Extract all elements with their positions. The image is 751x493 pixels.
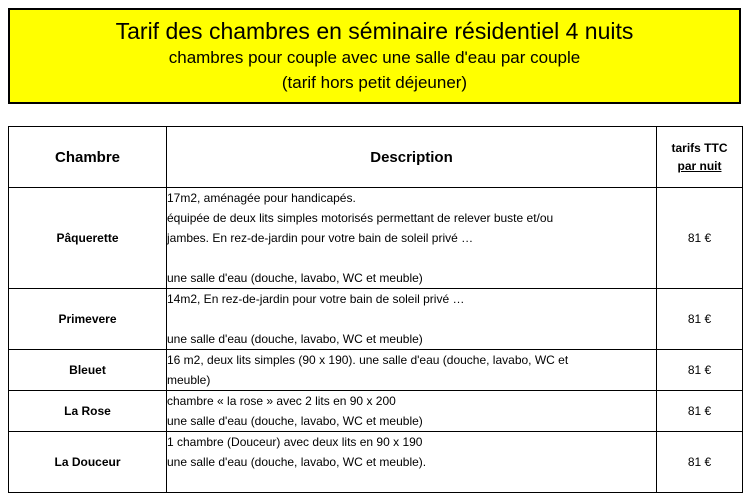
- room-name: Pâquerette: [9, 188, 167, 289]
- pricing-note: (tarif hors petit déjeuner): [281, 73, 468, 92]
- room-description: [167, 350, 657, 391]
- description-line: une salle d'eau (douche, lavabo, WC et meuble): [167, 332, 423, 346]
- header-price-label: tarifs TTC: [671, 141, 728, 155]
- description-line: 17m2, aménagée pour handicapés.: [167, 191, 356, 205]
- description-line: 1 chambre (Douceur) avec deux lits en 90 x 190: [167, 435, 423, 449]
- header-price: [657, 127, 743, 188]
- header-price-unit: par nuit: [677, 159, 722, 173]
- title-banner: [8, 8, 741, 104]
- room-price: 81 €: [657, 350, 743, 391]
- description-line: [167, 309, 656, 329]
- table-row: [9, 289, 743, 350]
- table-row: [9, 350, 743, 391]
- description-line: [167, 248, 656, 268]
- page-subtitle: chambres pour couple avec une salle d'eau par couple: [168, 48, 581, 67]
- room-description: [167, 432, 657, 493]
- room-price: 81 €: [657, 188, 743, 289]
- table-row: [9, 188, 743, 289]
- room-price: 81 €: [657, 432, 743, 493]
- room-description: [167, 391, 657, 432]
- rooms-table: [8, 126, 743, 493]
- description-line: une salle d'eau (douche, lavabo, WC et meuble): [167, 414, 423, 428]
- room-name: Bleuet: [9, 350, 167, 391]
- room-description: [167, 289, 657, 350]
- room-name: Primevere: [9, 289, 167, 350]
- description-line: une salle d'eau (douche, lavabo, WC et meuble).: [167, 455, 427, 469]
- room-description: [167, 188, 657, 289]
- room-name: La Rose: [9, 391, 167, 432]
- description-line: 14m2, En rez-de-jardin pour votre bain de soleil privé …: [167, 292, 465, 306]
- description-line: jambes. En rez-de-jardin pour votre bain de soleil privé …: [167, 231, 474, 245]
- description-line: chambre « la rose » avec 2 lits en 90 x 200: [167, 394, 396, 408]
- room-name: La Douceur: [9, 432, 167, 493]
- description-line: une salle d'eau (douche, lavabo, WC et meuble): [167, 271, 423, 285]
- table-header-row: [9, 127, 743, 188]
- table-row: [9, 432, 743, 493]
- description-line: meuble): [167, 373, 211, 387]
- room-price: 81 €: [657, 289, 743, 350]
- header-description: Description: [167, 127, 657, 188]
- header-room: Chambre: [9, 127, 167, 188]
- table-row: [9, 391, 743, 432]
- description-line: équipée de deux lits simples motorisés permettant de relever buste et/ou: [167, 211, 554, 225]
- room-price: 81 €: [657, 391, 743, 432]
- page-title: Tarif des chambres en séminaire résidentiel 4 nuits: [115, 18, 634, 44]
- description-line: 16 m2, deux lits simples (90 x 190). une salle d'eau (douche, lavabo, WC et: [167, 353, 569, 367]
